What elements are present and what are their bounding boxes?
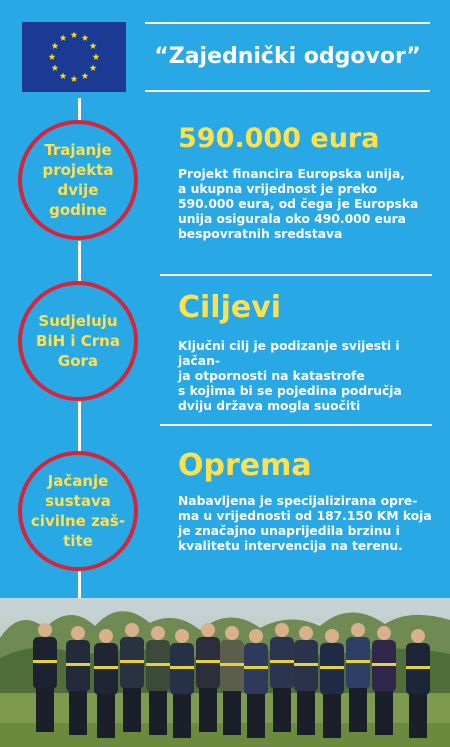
section-body-equipment: Nabavljena je specijalizirana opre- ma u vrijednosti od 187.150 KM koja je značajno unaprijedila brzinu i kvalitetu intervencija na terenu. — [178, 494, 432, 553]
title-rule-bottom — [145, 90, 430, 92]
reflective-stripe — [372, 663, 396, 666]
person-head — [351, 623, 365, 637]
reflective-stripe — [120, 660, 144, 663]
person-head — [325, 629, 339, 643]
person-head — [38, 623, 52, 637]
reflective-stripe — [33, 660, 57, 663]
section-body-amount: Projekt financira Europska unija, a ukupna vrijednost je preko 590.000 eura, od čega je Europska unija osigurala oko 490.000 eura bespovratnih sredstava — [178, 167, 419, 241]
person-head — [151, 626, 165, 640]
person-legs — [173, 694, 191, 738]
person-legs — [69, 691, 87, 735]
reflective-stripe — [170, 666, 194, 669]
reflective-stripe — [346, 660, 370, 663]
person-legs — [409, 694, 427, 738]
reflective-stripe — [244, 666, 268, 669]
person-legs — [349, 688, 367, 732]
section-heading-amount: 590.000 eura — [178, 123, 380, 154]
badge-participants — [18, 281, 138, 401]
person-head — [99, 629, 113, 643]
section-body-goals: Ključni cilj je podizanje svijesti i jačan- ja otpornosti na katastrofe s kojima bi se pojedina područja dviju država mogla suočiti — [178, 339, 402, 413]
connector-line — [78, 241, 81, 281]
person-head — [411, 629, 425, 643]
person-head — [377, 626, 391, 640]
person-legs — [123, 688, 141, 732]
title-rule-top — [145, 22, 430, 24]
reflective-stripe — [270, 660, 294, 663]
person-legs — [97, 694, 115, 738]
person-head — [275, 623, 289, 637]
page-title: “Zajednički odgovor” — [154, 44, 421, 69]
section-heading-goals: Ciljevi — [178, 290, 282, 325]
person-legs — [149, 691, 167, 735]
reflective-stripe — [320, 666, 344, 669]
eu-flag-icon — [22, 22, 126, 92]
person-legs — [247, 694, 265, 738]
person-head — [249, 629, 263, 643]
badge-participants-text: Sudjeluju BiH i Crna Gora — [36, 312, 120, 370]
reflective-stripe — [406, 666, 430, 669]
reflective-stripe — [94, 666, 118, 669]
badge-civil-protection-text: Jačanje sustava civilne zaš- tite — [30, 472, 126, 550]
person-legs — [297, 691, 315, 735]
person-head — [225, 626, 239, 640]
person-head — [175, 629, 189, 643]
reflective-stripe — [294, 663, 318, 666]
person-legs — [273, 688, 291, 732]
section-separator — [160, 274, 432, 276]
connector-line — [78, 570, 81, 598]
reflective-stripe — [220, 663, 244, 666]
person-head — [201, 623, 215, 637]
person-legs — [36, 688, 54, 732]
reflective-stripe — [146, 663, 170, 666]
person-legs — [375, 691, 393, 735]
person-legs — [199, 688, 217, 732]
person-legs — [323, 694, 341, 738]
group-photo — [0, 598, 450, 747]
person-head — [71, 626, 85, 640]
section-heading-equipment: Oprema — [178, 448, 312, 483]
connector-line — [78, 398, 81, 452]
badge-civil-protection — [18, 451, 138, 571]
reflective-stripe — [66, 663, 90, 666]
reflective-stripe — [196, 660, 220, 663]
badge-duration — [18, 120, 138, 240]
person-legs — [223, 691, 241, 735]
connector-line — [78, 98, 81, 122]
badge-duration-text: Trajanje projekta dvije godine — [42, 141, 114, 219]
person-head — [125, 623, 139, 637]
person-head — [299, 626, 313, 640]
section-separator — [160, 424, 432, 426]
